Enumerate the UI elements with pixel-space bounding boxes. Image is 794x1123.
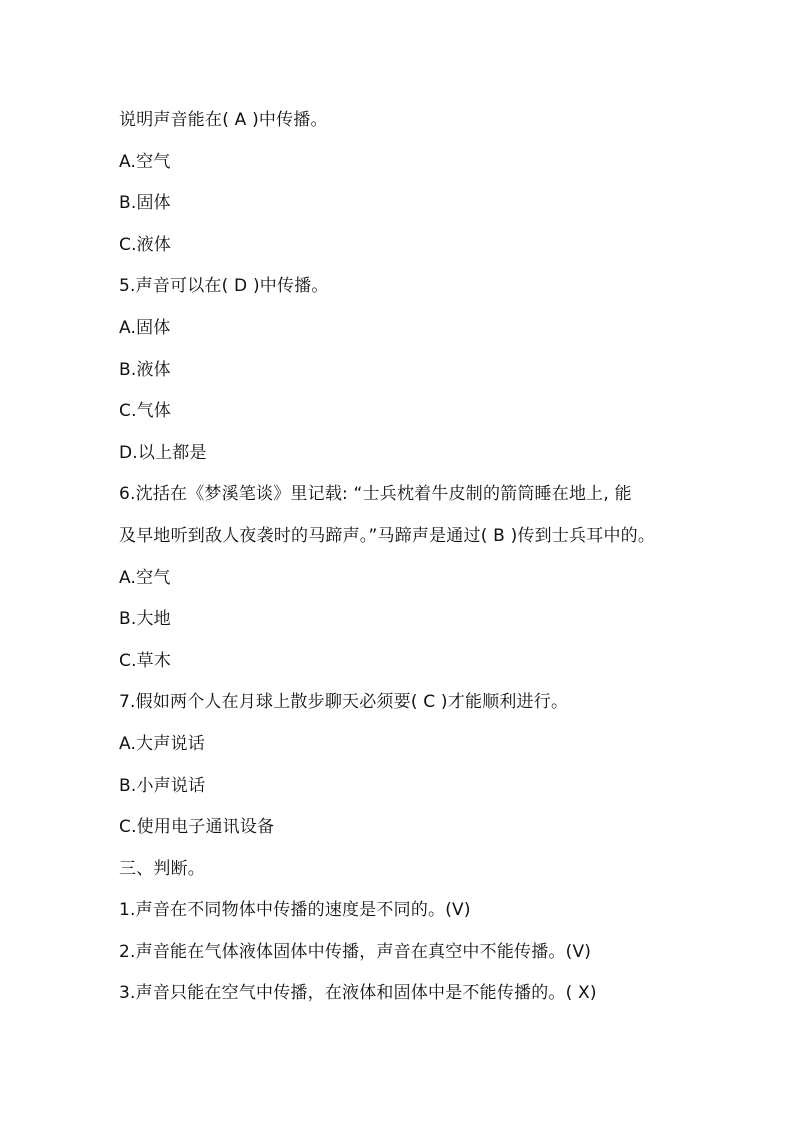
question-line: 7.假如两个人在月球上散步聊天必须要( C )才能顺利进行。 bbox=[119, 692, 569, 713]
option-line: D.以上都是 bbox=[119, 442, 207, 463]
option-line: A.空气 bbox=[119, 151, 171, 172]
question-line: 6.沈括在《梦溪笔谈》里记载: “士兵枕着牛皮制的箭筒睡在地上, 能 bbox=[119, 484, 632, 505]
option-line: C.气体 bbox=[119, 401, 172, 422]
question-line-continued: 及早地听到敌人夜袭时的马蹄声。”马蹄声是通过( B )传到士兵耳中的。 bbox=[119, 525, 656, 546]
option-line: B.固体 bbox=[119, 193, 171, 214]
judgement-line: 1.声音在不同物体中传播的速度是不同的。(V) bbox=[119, 900, 471, 921]
judgement-line: 2.声音能在气体液体固体中传播，声音在真空中不能传播。(V) bbox=[119, 941, 592, 962]
option-line: A.大声说话 bbox=[119, 733, 205, 754]
option-line: B.小声说话 bbox=[119, 775, 206, 796]
section-heading: 三、判断。 bbox=[119, 858, 205, 879]
judgement-line: 3.声音只能在空气中传播，在液体和固体中是不能传播的。( X) bbox=[119, 983, 597, 1004]
question-line: 5.声音可以在( D )中传播。 bbox=[119, 276, 329, 297]
option-line: A.空气 bbox=[119, 567, 171, 588]
option-line: B.大地 bbox=[119, 609, 171, 630]
option-line: A.固体 bbox=[119, 317, 171, 338]
option-line: C.草木 bbox=[119, 650, 172, 671]
text-line: 说明声音能在( A )中传播。 bbox=[119, 110, 328, 130]
option-line: B.液体 bbox=[119, 359, 171, 380]
option-line: C.使用电子通讯设备 bbox=[119, 817, 275, 838]
document-body bbox=[119, 100, 719, 1015]
option-line: C.液体 bbox=[119, 234, 172, 255]
